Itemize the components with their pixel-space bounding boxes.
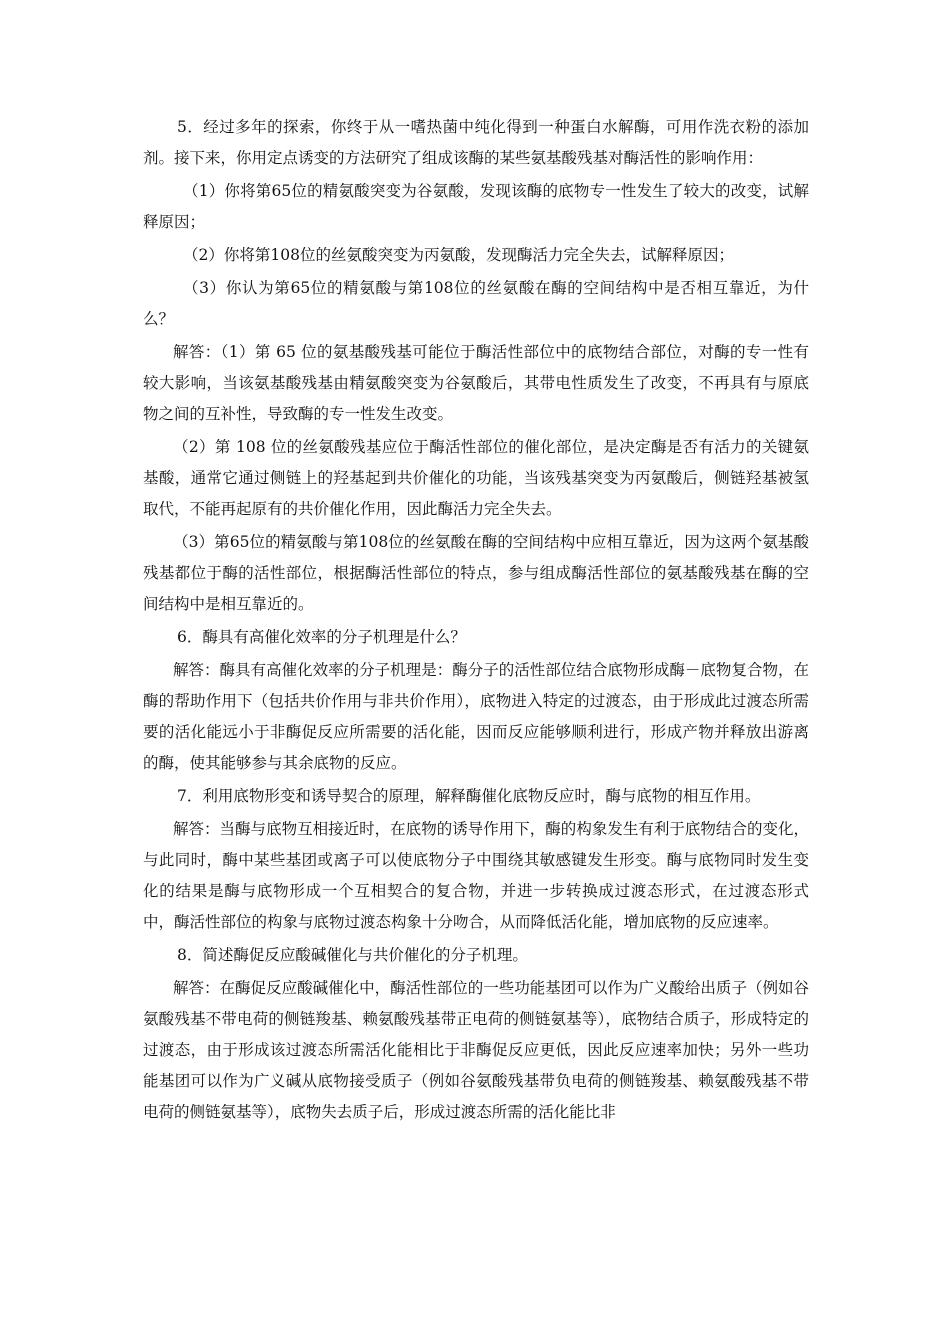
question-5: 5．经过多年的探索，你终于从一嗜热菌中纯化得到一种蛋白水解酶，可用作洗衣粉的添加剂。接下来，你用定点诱变的方法研究了组成该酶的某些氨基酸残基对酶活性的影响作用：	[143, 118, 809, 167]
question-5-part-3: （3）你认为第65位的精氨酸与第108位的丝氨酸在酶的空间结构中是否相互靠近，为什么？	[143, 279, 809, 328]
question-5-part-2: （2）你将第108位的丝氨酸突变为丙氨酸，发现酶活力完全失去，试解释原因；	[183, 246, 734, 264]
question-5-part-1: （1）你将第65位的精氨酸突变为谷氨酸，发现该酶的底物专一性发生了较大的改变，试解释原因；	[143, 182, 809, 231]
answer-8: 解答：在酶促反应酸碱催化中，酶活性部位的一些功能基团可以作为广义酸给出质子（例如谷氨酸残基不带电荷的侧链羧基、赖氨酸残基带正电荷的侧链氨基等），底物结合质子，形成特定的过渡态，由于形成该过渡态所需活化能相比于非酶促反应更低，因此反应速率加快；另外一些功能基团可以作为广义碱从底物接受质子（例如谷氨酸残基带负电荷的侧链羧基、赖氨酸残基不带电荷的侧链氨基等），底物失去质子后，形成过渡态所需的活化能比非	[143, 979, 809, 1121]
answer-5-part-2: （2）第 108 位的丝氨酸残基应位于酶活性部位的催化部位，是决定酶是否有活力的关键氨基酸，通常它通过侧链上的羟基起到共价催化的功能，当该残基突变为丙氨酸后，侧链羟基被氢取代，不能再起原有的共价催化作用，因此酶活力完全失去。	[143, 438, 809, 518]
answer-7: 解答：当酶与底物互相接近时，在底物的诱导作用下，酶的构象发生有利于底物结合的变化，与此同时，酶中某些基团或离子可以使底物分子中围绕其敏感键发生形变。酶与底物同时发生变化的结果是酶与底物形成一个互相契合的复合物，并进一步转换成过渡态形式，在过渡态形式中，酶活性部位的构象与底物过渡态构象十分吻合，从而降低活化能，增加底物的反应速率。	[143, 820, 809, 931]
question-7: 7．利用底物形变和诱导契合的原理，解释酶催化底物反应时，酶与底物的相互作用。	[177, 787, 761, 805]
question-8: 8．简述酶促反应酸碱催化与共价催化的分子机理。	[177, 946, 528, 964]
answer-5-part-1: 解答：（1）第 65 位的氨基酸残基可能位于酶活性部位中的底物结合部位，对酶的专一性有较大影响，当该氨基酸残基由精氨酸突变为谷氨酸后，其带电性质发生了改变，不再具有与原底物之间的互补性，导致酶的专一性发生改变。	[143, 343, 809, 423]
answer-5-part-3: （3）第65位的精氨酸与第108位的丝氨酸在酶的空间结构中应相互靠近，因为这两个氨基酸残基都位于酶的活性部位，根据酶活性部位的特点，参与组成酶活性部位的氨基酸残基在酶的空间结构中是相互靠近的。	[143, 533, 809, 613]
question-6: 6．酶具有高催化效率的分子机理是什么？	[177, 628, 466, 646]
answer-6: 解答：酶具有高催化效率的分子机理是：酶分子的活性部位结合底物形成酶－底物复合物，在酶的帮助作用下（包括共价作用与非共价作用），底物进入特定的过渡态，由于形成此过渡态所需要的活化能远小于非酶促反应所需要的活化能，因而反应能够顺利进行，形成产物并释放出游离的酶，使其能够参与其余底物的反应。	[143, 661, 809, 772]
document-body	[143, 112, 809, 1130]
